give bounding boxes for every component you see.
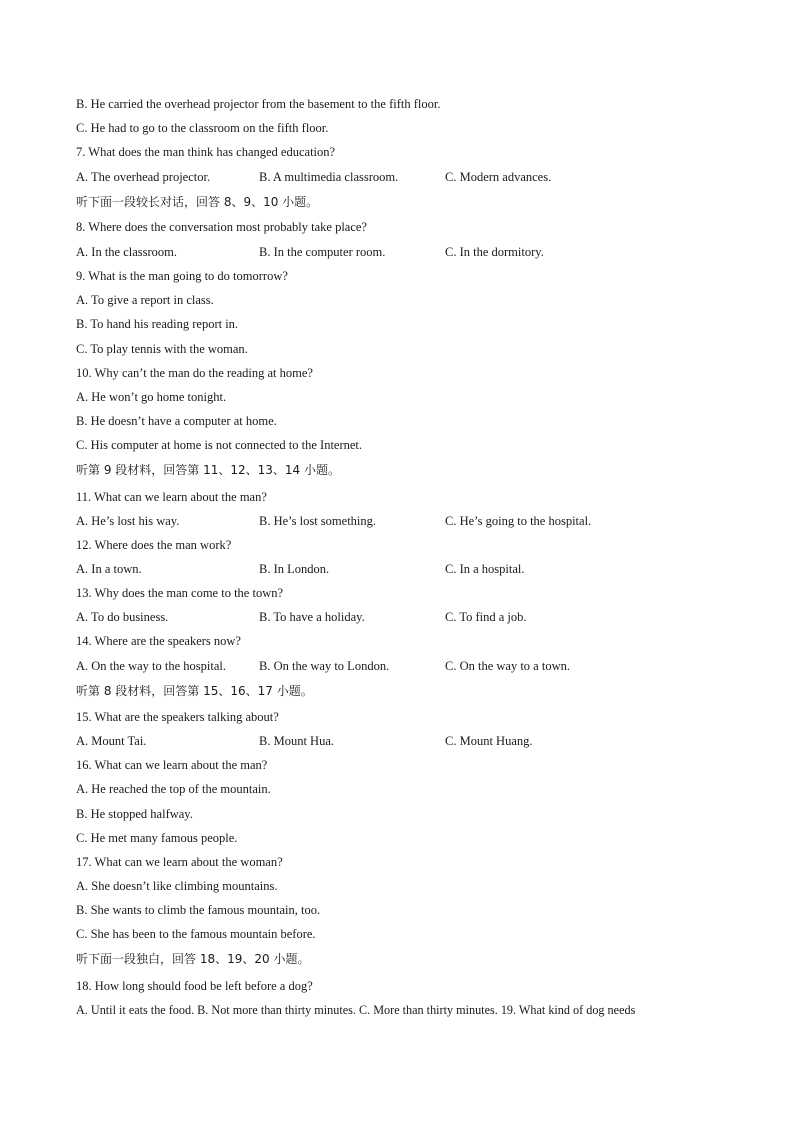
question-10: 10. Why can’t the man do the reading at home? (76, 366, 313, 380)
option-b: B. Mount Hua. (259, 734, 334, 748)
option-c: C. Modern advances. (445, 170, 552, 184)
question-14: 14. Where are the speakers now? (76, 634, 241, 648)
option-b: B. She wants to climb the famous mountain, too. (76, 903, 321, 917)
question-9: 9. What is the man going to do tomorrow? (76, 269, 288, 283)
option-a: A. To give a report in class. (76, 293, 214, 307)
option-a: A. He’s lost his way. (76, 514, 180, 528)
option-c: C. In the dormitory. (445, 245, 544, 259)
section-heading: 听第 8 段材料，回答第 15、16、17 小题。 (76, 684, 313, 698)
option-c: C. He’s going to the hospital. (445, 514, 592, 528)
option-a: A. The overhead projector. (76, 170, 211, 184)
section-heading: 听第 9 段材料，回答第 11、12、13、14 小题。 (76, 463, 340, 477)
option-a: A. Mount Tai. (76, 734, 147, 748)
section-heading: 听下面一段较长对话，回答 8、9、10 小题。 (76, 195, 319, 209)
question-17: 17. What can we learn about the woman? (76, 855, 283, 869)
option-b: B. In the computer room. (259, 245, 386, 259)
option-c: C. To find a job. (445, 610, 527, 624)
option-a: A. In a town. (76, 562, 142, 576)
option-b: B. He’s lost something. (259, 514, 377, 528)
option-line: C. He had to go to the classroom on the fifth floor. (76, 121, 329, 135)
option-b: B. A multimedia classroom. (259, 170, 399, 184)
option-c: C. In a hospital. (445, 562, 525, 576)
options-row-18: A. Until it eats the food. B. Not more than thirty minutes. C. More than thirty minutes. 19. What kind of dog needs (76, 1003, 636, 1017)
option-b: B. In London. (259, 562, 330, 576)
question-15: 15. What are the speakers talking about? (76, 710, 279, 724)
option-c: C. He met many famous people. (76, 831, 238, 845)
option-c: C. Mount Huang. (445, 734, 533, 748)
option-a: A. He reached the top of the mountain. (76, 782, 271, 796)
option-b: B. He doesn’t have a computer at home. (76, 414, 277, 428)
question-18: 18. How long should food be left before a dog? (76, 979, 313, 993)
question-11: 11. What can we learn about the man? (76, 490, 267, 504)
question-7: 7. What does the man think has changed education? (76, 145, 336, 159)
option-a: A. On the way to the hospital. (76, 659, 226, 673)
option-c: C. On the way to a town. (445, 659, 570, 673)
question-12: 12. Where does the man work? (76, 538, 232, 552)
section-heading: 听下面一段独白，回答 18、19、20 小题。 (76, 952, 310, 966)
question-8: 8. Where does the conversation most probably take place? (76, 220, 367, 234)
option-b: B. He stopped halfway. (76, 807, 193, 821)
option-b: B. To have a holiday. (259, 610, 365, 624)
option-c: C. She has been to the famous mountain before. (76, 927, 316, 941)
option-b: B. To hand his reading report in. (76, 317, 239, 331)
question-16: 16. What can we learn about the man? (76, 758, 268, 772)
option-b: B. On the way to London. (259, 659, 390, 673)
option-a: A. To do business. (76, 610, 169, 624)
option-c: C. His computer at home is not connected to the Internet. (76, 438, 363, 452)
option-a: A. In the classroom. (76, 245, 178, 259)
option-c: C. To play tennis with the woman. (76, 342, 248, 356)
option-a: A. She doesn’t like climbing mountains. (76, 879, 278, 893)
option-line: B. He carried the overhead projector from the basement to the fifth floor. (76, 97, 441, 111)
question-13: 13. Why does the man come to the town? (76, 586, 284, 600)
option-a: A. He won’t go home tonight. (76, 390, 227, 404)
